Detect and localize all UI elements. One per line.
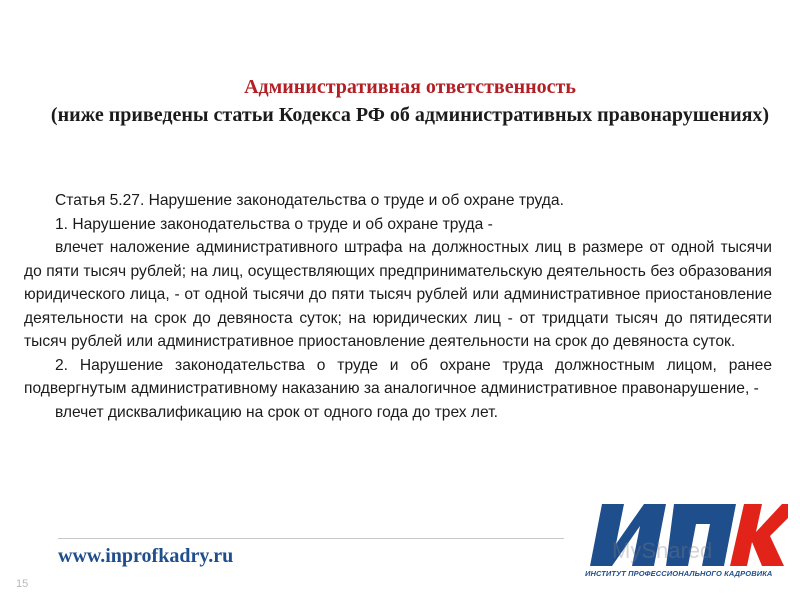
slide-subtitle: (ниже приведены статьи Кодекса РФ об административных правонарушениях) xyxy=(50,104,770,126)
website-link[interactable]: www.inprofkadry.ru xyxy=(58,545,234,567)
article-part-2-penalty: влечет дисквалификацию на срок от одного года до трех лет. xyxy=(55,403,498,421)
article-part-2: 2. Нарушение законодательства о труде и об охране труда должностным лицом, ранее подвергнутым административному наказанию за аналогичное административное правонарушение, - xyxy=(24,356,772,397)
article-part-1: 1. Нарушение законодательства о труде и об охране труда - xyxy=(55,215,493,233)
slide-title: Административная ответственность xyxy=(244,76,576,98)
article-part-1-penalty: влечет наложение административного штрафа на должностных лиц в размере от одной тысячи до пяти тысяч рублей; на лиц, осуществляющих предпринимательскую деятельность без образования юридического лица, - от одной тысячи до пяти тысяч рублей или административное приостановление деятельности на срок до девяноста суток; на юридических лиц - от тридцати тысяч до пятидесяти тысяч рублей или административное приостановление деятельности на срок до девяноста суток. xyxy=(24,239,772,350)
footer-divider xyxy=(58,538,564,539)
logo-caption: ИНСТИТУТ ПРОФЕССИОНАЛЬНОГО КАДРОВИКА xyxy=(585,569,773,578)
article-heading: Статья 5.27. Нарушение законодательства о труде и об охране труда. xyxy=(55,192,564,209)
article-text xyxy=(24,189,772,424)
title-block xyxy=(40,74,780,128)
page-number: 15 xyxy=(16,578,29,590)
watermark: MyShared xyxy=(612,538,713,563)
